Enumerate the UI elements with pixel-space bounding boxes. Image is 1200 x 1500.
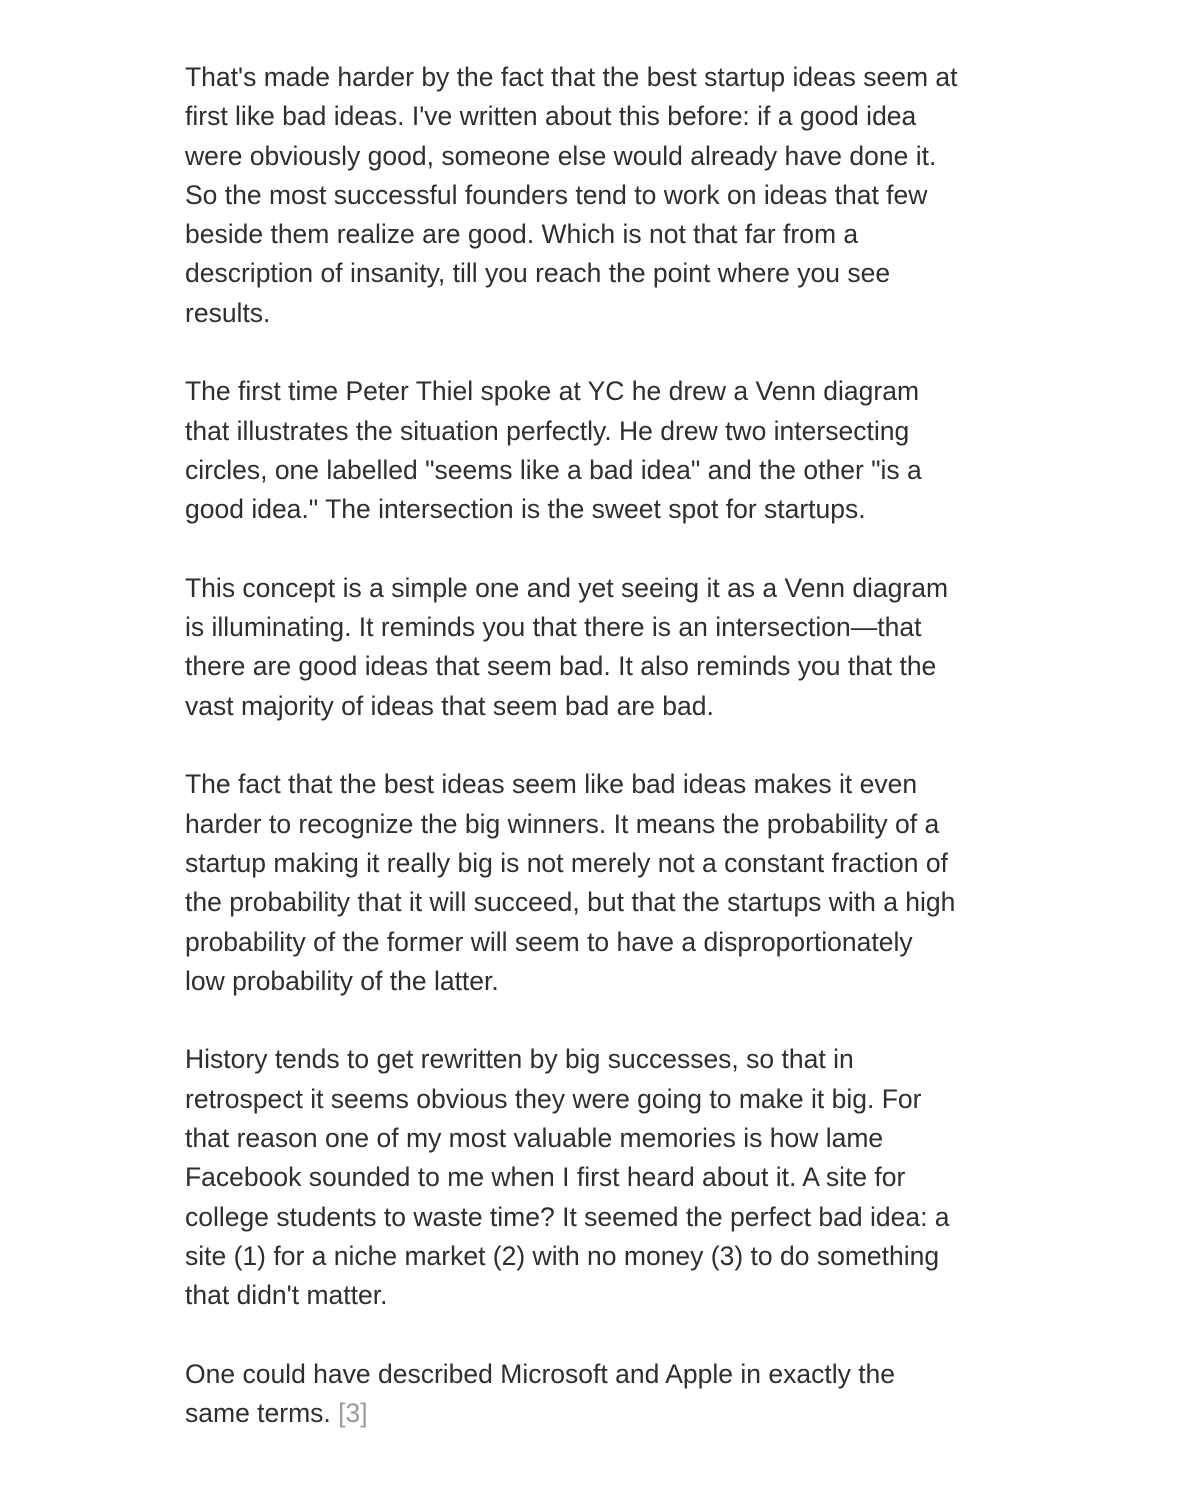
paragraph-6 bbox=[185, 1355, 1025, 1434]
text-line: that didn't matter. bbox=[185, 1280, 388, 1311]
text-line: low probability of the latter. bbox=[185, 965, 499, 996]
text-line: description of insanity, till you reach the point where you see bbox=[185, 258, 891, 289]
text-line: probability of the former will seem to have a disproportionately bbox=[185, 926, 913, 957]
paragraph-2 bbox=[185, 372, 1025, 529]
text-line: That's made harder by the fact that the best startup ideas seem at bbox=[185, 62, 958, 92]
text-line: vast majority of ideas that seem bad are bad. bbox=[185, 690, 714, 721]
text-line: were obviously good, someone else would already have done it. bbox=[185, 140, 937, 171]
text-line: good idea." The intersection is the sweet spot for startups. bbox=[185, 494, 866, 525]
text-line: there are good ideas that seem bad. It also reminds you that the bbox=[185, 651, 937, 682]
text-line: is illuminating. It reminds you that there is an intersection—that bbox=[185, 612, 922, 643]
text-line: The first time Peter Thiel spoke at YC he drew a Venn diagram bbox=[185, 376, 920, 407]
text-line: startup making it really big is not merely not a constant fraction of bbox=[185, 847, 948, 878]
text-line: circles, one labelled "seems like a bad idea" and the other "is a bbox=[185, 454, 922, 485]
text-line: retrospect it seems obvious they were going to make it big. For bbox=[185, 1083, 922, 1114]
paragraph-4 bbox=[185, 765, 1025, 1001]
text-line: This concept is a simple one and yet seeing it as a Venn diagram bbox=[185, 572, 949, 603]
essay-body bbox=[185, 58, 1025, 1473]
text-line: college students to waste time? It seemed the perfect bad idea: a bbox=[185, 1201, 950, 1232]
text-line: One could have described Microsoft and Apple in exactly the bbox=[185, 1358, 896, 1389]
footnote-link[interactable]: [3] bbox=[338, 1398, 368, 1429]
text-line: that reason one of my most valuable memories is how lame bbox=[185, 1123, 884, 1154]
text-line: same terms. bbox=[185, 1398, 339, 1429]
text-line: harder to recognize the big winners. It means the probability of a bbox=[185, 808, 940, 839]
text-line: beside them realize are good. Which is not that far from a bbox=[185, 219, 859, 250]
text-line: So the most successful founders tend to work on ideas that few bbox=[185, 179, 928, 210]
text-line: The fact that the best ideas seem like bad ideas makes it even bbox=[185, 769, 918, 800]
paragraph-5 bbox=[185, 1040, 1025, 1315]
text-line-with-footnote bbox=[185, 1394, 1025, 1433]
text-line: first like bad ideas. I've written about this before: if a good idea bbox=[185, 101, 917, 132]
text-line: site (1) for a niche market (2) with no money (3) to do something bbox=[185, 1240, 940, 1271]
text-line: results. bbox=[185, 297, 271, 328]
paragraph-3 bbox=[185, 569, 1025, 726]
text-line: that illustrates the situation perfectly. He drew two intersecting bbox=[185, 415, 910, 446]
text-line: History tends to get rewritten by big successes, so that in bbox=[185, 1044, 854, 1075]
paragraph-1 bbox=[185, 58, 1025, 333]
text-line: Facebook sounded to me when I first heard about it. A site for bbox=[185, 1162, 906, 1193]
text-line: the probability that it will succeed, but that the startups with a high bbox=[185, 887, 956, 918]
